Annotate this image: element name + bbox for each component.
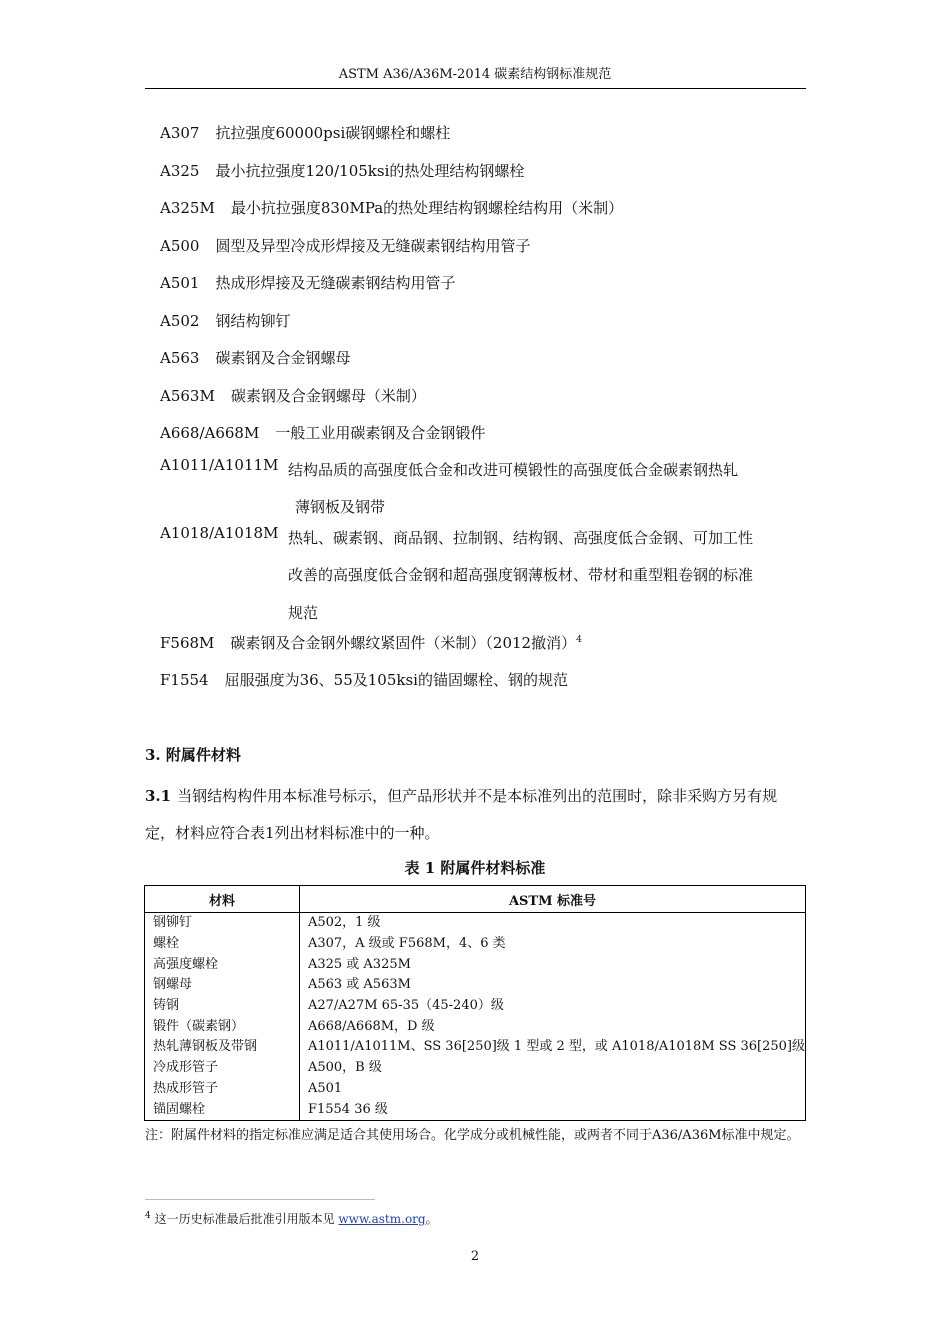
list-item [160,520,810,630]
footnote-end: 。 [425,1212,438,1226]
ref-code: A501 [160,274,200,292]
ref-desc: 一般工业用碳素钢及合金钢锻件 [275,424,486,442]
ref-desc: 最小抗拉强度120/105ksi的热处理结构钢螺栓 [215,161,525,180]
table-row [145,975,806,996]
ref-code: A307 [160,124,200,142]
ref-code: A325 [160,161,200,180]
list-item [160,452,810,526]
ref-desc-line: 规范 [288,603,319,622]
ref-code: F568M [160,633,215,652]
footnote-marker: 4 [145,1211,151,1221]
ref-desc: 圆型及异型冷成形焊接及无缝碳素钢结构用管子 [215,236,531,255]
material-cell: 高强度螺栓 [145,954,300,975]
table-row [145,913,806,934]
list-item [160,630,810,668]
material-cell: 热成形管子 [145,1079,300,1100]
ref-code: A500 [160,236,200,255]
standard-cell: A501 [299,1079,805,1100]
list-item [160,233,810,271]
standard-cell: A502，1 级 [299,913,805,934]
standard-cell: A500，B 级 [299,1058,805,1079]
ref-desc [288,520,810,633]
list-item [160,308,810,346]
list-item [160,270,810,308]
materials-table [144,885,806,1121]
column-header: 材料 [145,886,300,913]
ref-code: A1011/A1011M [160,455,279,474]
standard-cell: A325 或 A325M [299,954,805,975]
table-row [145,1058,806,1079]
running-header: ASTM A36/A36M-2014 碳素结构钢标准规范 [338,67,612,82]
ref-desc-line: 薄钢板及钢带 [295,498,386,516]
material-cell: 热轧薄钢板及带钢 [145,1037,300,1058]
table-row [145,996,806,1017]
list-item [160,667,810,705]
material-cell: 螺栓 [145,934,300,955]
material-cell: 锻件（碳素钢） [145,1016,300,1037]
list-item [160,120,810,158]
page-number: 2 [470,1249,480,1264]
material-cell: 钢螺母 [145,975,300,996]
table-row [145,1016,806,1037]
table-note: 注：附属件材料的指定标准应满足适合其使用场合。化学成分或机械性能，或两者不同于A36/A36M标准中规定。 [145,1128,800,1143]
list-item [160,158,810,196]
table-row [145,954,806,975]
ref-code: A668/A668M [160,424,260,442]
ref-code: A563 [160,349,200,367]
material-cell: 锚固螺栓 [145,1099,300,1120]
ref-code: A502 [160,311,200,330]
table-header-row [145,886,806,913]
ref-code: A1018/A1018M [160,523,279,542]
list-item [160,345,810,383]
ref-desc: 碳素钢及合金钢螺母 [215,349,351,367]
ref-desc-line: 结构品质的高强度低合金和改进可模锻性的高强度低合金碳素钢热轧 [288,460,739,479]
footnote [145,1210,438,1228]
header-rule [145,88,806,89]
table-row [145,1099,806,1120]
ref-desc-line: 热轧、碳素钢、商品钢、拉制钢、结构钢、高强度低合金钢、可加工性 [288,528,754,547]
footnote-text: 这一历史标准最后批准引用版本见 [154,1212,335,1226]
ref-desc: 抗拉强度60000psi碳钢螺栓和螺柱 [215,124,451,142]
astm-link[interactable]: www.astm.org [338,1212,426,1226]
ref-desc: 热成形焊接及无缝碳素钢结构用管子 [215,274,456,292]
clause-text: 当钢结构构件用本标准号标示，但产品形状并不是本标准列出的范围时，除非采购方另有规定，材料应符合表1列出材料标准中的一种。 [145,787,778,842]
referenced-documents-list [160,120,810,705]
footnote-rule [145,1199,375,1200]
standard-cell: A563 或 A563M [299,975,805,996]
ref-code: A325M [160,199,215,217]
table-row [145,1037,806,1058]
ref-desc: 屈服强度为36、55及105ksi的锚固螺栓、钢的规范 [224,671,568,689]
section-heading: 3. 附属件材料 [145,746,241,764]
clause-paragraph [145,778,807,852]
table-row [145,1079,806,1100]
list-item [160,383,810,421]
standard-cell: A27/A27M 65-35（45-240）级 [299,996,805,1017]
table-caption: 表 1 附属件材料标准 [404,859,546,877]
clause-number: 3.1 [145,787,172,805]
column-header: ASTM 标准号 [299,886,805,913]
material-cell: 铸钢 [145,996,300,1017]
ref-code: F1554 [160,671,209,689]
ref-desc: 碳素钢及合金钢外螺纹紧固件（米制）（2012撤消） [230,633,577,652]
standard-cell: A668/A668M，D 级 [299,1016,805,1037]
ref-code: A563M [160,386,215,405]
ref-desc: 最小抗拉强度830MPa的热处理结构钢螺栓结构用（米制） [230,199,624,217]
list-item [160,195,810,233]
ref-desc [288,452,810,527]
ref-desc: 碳素钢及合金钢螺母（米制） [230,386,426,405]
standard-cell: A307，A 级或 F568M，4、6 类 [299,934,805,955]
ref-desc: 钢结构铆钉 [215,311,291,330]
standard-cell: F1554 36 级 [299,1099,805,1120]
footnote-marker: 4 [576,634,582,645]
material-cell: 冷成形管子 [145,1058,300,1079]
table-row [145,934,806,955]
standard-cell: A1011/A1011M、SS 36[250]级 1 型或 2 型，或 A1018/A1018M SS 36[250]级 [299,1037,805,1058]
ref-desc-line: 改善的高强度低合金钢和超高强度钢薄板材、带材和重型粗卷钢的标准 [288,566,754,584]
material-cell: 钢铆钉 [145,913,300,934]
